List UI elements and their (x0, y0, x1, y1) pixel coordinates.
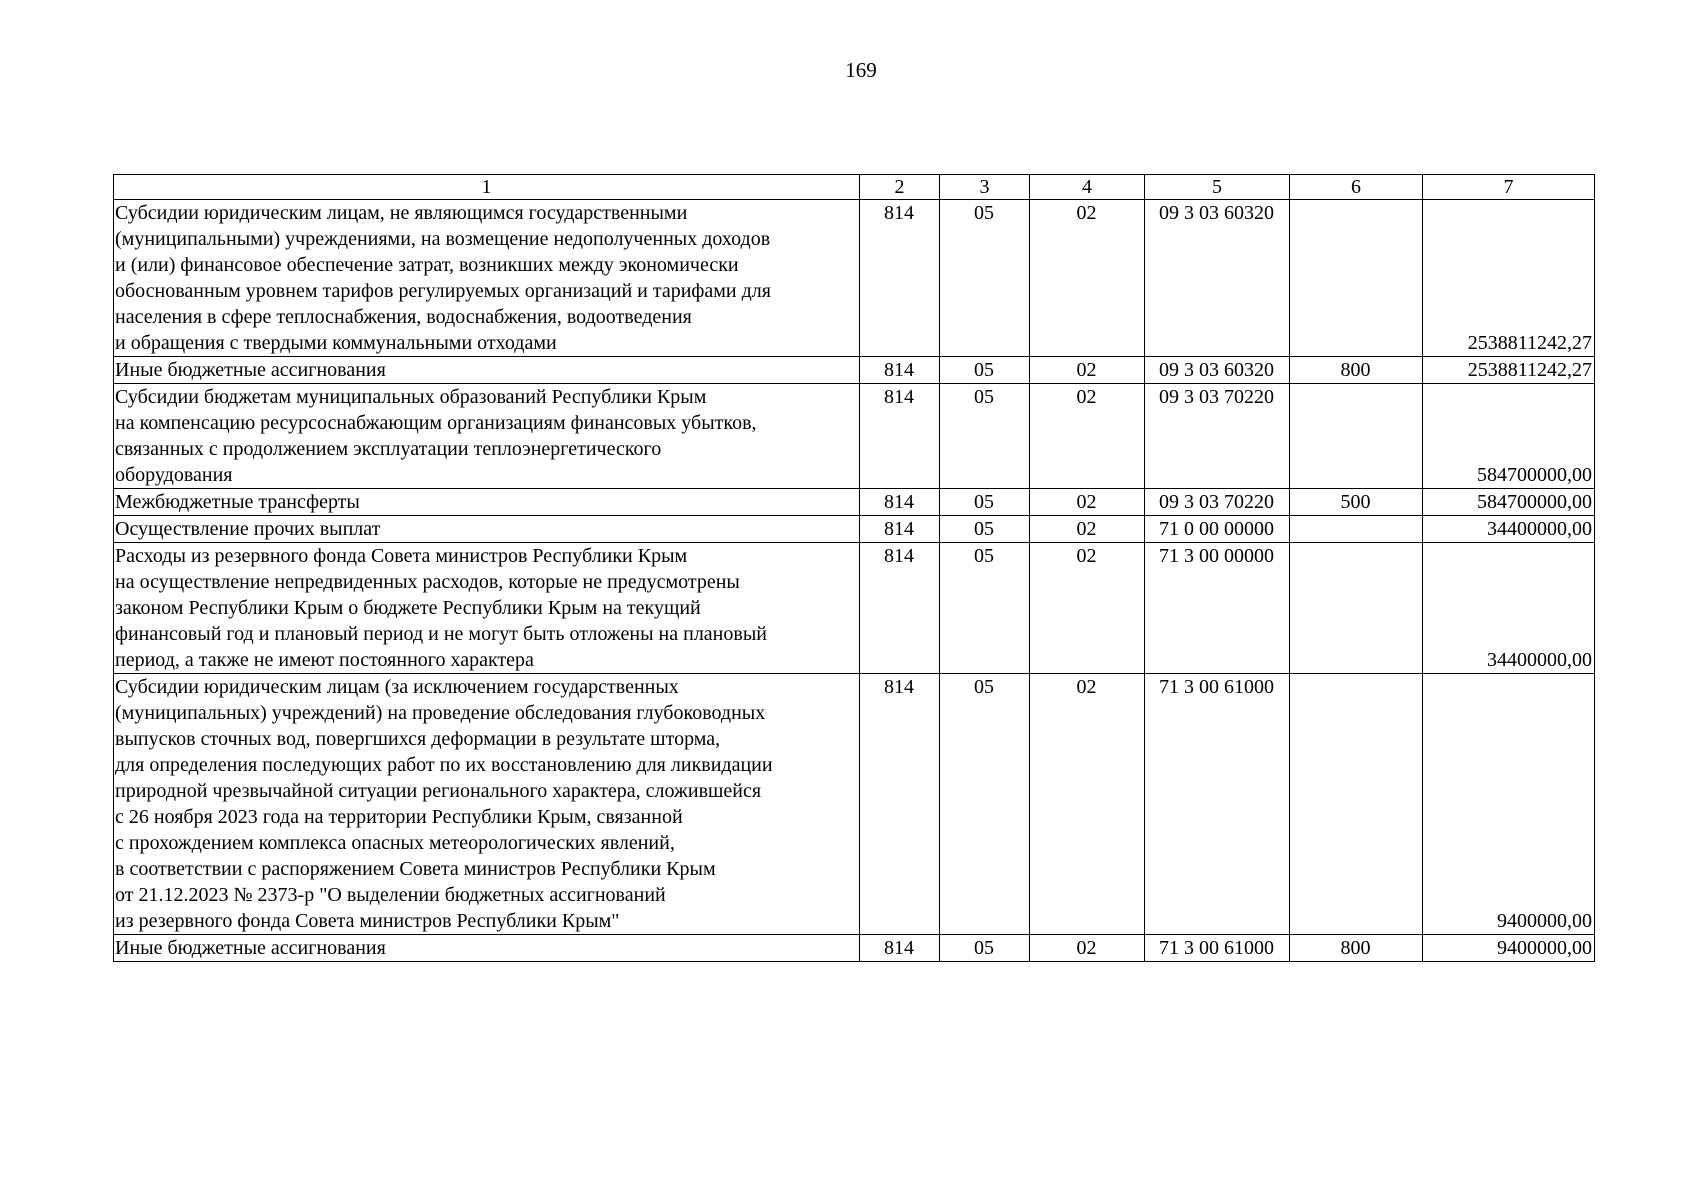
column-header: 2 (860, 175, 940, 200)
section-code-cell: 05 (940, 935, 1030, 962)
description-line: в соответствии с распоряжением Совета министров Республики Крым (115, 858, 716, 880)
description-line: законом Республики Крым о бюджете Республики Крым на текущий (115, 597, 701, 619)
expense-type-cell (1290, 200, 1423, 357)
description-cell (114, 489, 860, 516)
ministry-code-cell: 814 (860, 935, 940, 962)
column-header: 6 (1290, 175, 1423, 200)
expense-type-cell: 800 (1290, 935, 1423, 962)
expense-type-cell (1290, 674, 1423, 935)
amount-cell: 34400000,00 (1423, 516, 1595, 543)
expense-type-cell: 800 (1290, 357, 1423, 384)
target-article-cell: 71 0 00 00000 (1145, 516, 1290, 543)
amount-cell: 34400000,00 (1423, 543, 1595, 674)
amount-cell: 584700000,00 (1423, 384, 1595, 489)
description-line: Иные бюджетные ассигнования (115, 359, 386, 381)
amount-cell: 9400000,00 (1423, 674, 1595, 935)
ministry-code-cell: 814 (860, 543, 940, 674)
description-line: Иные бюджетные ассигнования (115, 937, 386, 959)
column-header: 7 (1423, 175, 1595, 200)
ministry-code-cell: 814 (860, 516, 940, 543)
subsection-code-cell: 02 (1030, 384, 1145, 489)
amount-cell: 2538811242,27 (1423, 200, 1595, 357)
description-line: (муниципальными) учреждениями, на возмещение недополученных доходов (115, 228, 771, 250)
ministry-code-cell: 814 (860, 489, 940, 516)
description-line: от 21.12.2023 № 2373-р "О выделении бюджетных ассигнований (115, 884, 666, 906)
description-line: населения в сфере теплоснабжения, водоснабжения, водоотведения (115, 306, 692, 328)
section-code-cell: 05 (940, 674, 1030, 935)
ministry-code-cell: 814 (860, 357, 940, 384)
subsection-code-cell: 02 (1030, 516, 1145, 543)
table-row (114, 384, 1595, 489)
description-line: Субсидии юридическим лицам, не являющимся государственными (115, 202, 688, 224)
target-article-cell: 09 3 03 70220 (1145, 489, 1290, 516)
description-line: и (или) финансовое обеспечение затрат, возникших между экономически (115, 254, 739, 276)
description-line: природной чрезвычайной ситуации регионального характера, сложившейся (115, 780, 762, 802)
description-line: оборудования (115, 464, 233, 486)
description-line: с прохождением комплекса опасных метеорологических явлений, (115, 832, 675, 854)
description-cell (114, 674, 860, 935)
subsection-code-cell: 02 (1030, 489, 1145, 516)
expense-type-cell (1290, 384, 1423, 489)
column-header: 1 (114, 175, 860, 200)
table-row (114, 489, 1595, 516)
description-line: обоснованным уровнем тарифов регулируемых организаций и тарифами для (115, 280, 771, 302)
description-line: Субсидии юридическим лицам (за исключением государственных (115, 676, 679, 698)
target-article-cell: 09 3 03 60320 (1145, 357, 1290, 384)
subsection-code-cell: 02 (1030, 200, 1145, 357)
description-line: выпусков сточных вод, повергшихся деформации в результате шторма, (115, 728, 721, 750)
ministry-code-cell: 814 (860, 200, 940, 357)
page-number: 169 (845, 58, 877, 82)
section-code-cell: 05 (940, 357, 1030, 384)
target-article-cell: 71 3 00 00000 (1145, 543, 1290, 674)
description-line: Расходы из резервного фонда Совета министров Республики Крым (115, 545, 688, 567)
description-line: период, а также не имеют постоянного характера (115, 649, 534, 671)
description-line: (муниципальных) учреждений) на проведение обследования глубоководных (115, 702, 766, 724)
target-article-cell: 71 3 00 61000 (1145, 935, 1290, 962)
header-row (114, 175, 1595, 200)
description-line: Межбюджетные трансферты (115, 491, 360, 513)
table-row (114, 200, 1595, 357)
description-line: на компенсацию ресурсоснабжающим организациям финансовых убытков, (115, 412, 757, 434)
ministry-code-cell: 814 (860, 384, 940, 489)
description-line: и обращения с твердыми коммунальными отходами (115, 332, 557, 354)
description-line: для определения последующих работ по их восстановлению для ликвидации (115, 754, 773, 776)
table-row (114, 543, 1595, 674)
column-header: 5 (1145, 175, 1290, 200)
column-header: 4 (1030, 175, 1145, 200)
amount-cell: 9400000,00 (1423, 935, 1595, 962)
section-code-cell: 05 (940, 384, 1030, 489)
target-article-cell: 71 3 00 61000 (1145, 674, 1290, 935)
section-code-cell: 05 (940, 489, 1030, 516)
subsection-code-cell: 02 (1030, 543, 1145, 674)
subsection-code-cell: 02 (1030, 935, 1145, 962)
description-line: финансовый год и плановый период и не могут быть отложены на плановый (115, 623, 767, 645)
expense-type-cell (1290, 516, 1423, 543)
target-article-cell: 09 3 03 60320 (1145, 200, 1290, 357)
amount-cell: 584700000,00 (1423, 489, 1595, 516)
table-body (114, 200, 1595, 962)
subsection-code-cell: 02 (1030, 357, 1145, 384)
table-row (114, 516, 1595, 543)
budget-table (113, 174, 1595, 962)
description-line: связанных с продолжением эксплуатации теплоэнергетического (115, 438, 662, 460)
target-article-cell: 09 3 03 70220 (1145, 384, 1290, 489)
description-line: из резервного фонда Совета министров Республики Крым" (115, 910, 620, 932)
description-cell (114, 543, 860, 674)
description-cell (114, 935, 860, 962)
description-cell (114, 357, 860, 384)
expense-type-cell (1290, 543, 1423, 674)
description-line: Осуществление прочих выплат (115, 518, 381, 540)
description-line: Субсидии бюджетам муниципальных образований Республики Крым (115, 386, 707, 408)
column-header: 3 (940, 175, 1030, 200)
description-cell (114, 200, 860, 357)
expense-type-cell: 500 (1290, 489, 1423, 516)
description-line: с 26 ноября 2023 года на территории Республики Крым, связанной (115, 806, 683, 828)
description-line: на осуществление непредвиденных расходов, которые не предусмотрены (115, 571, 740, 593)
description-cell (114, 516, 860, 543)
description-cell (114, 384, 860, 489)
section-code-cell: 05 (940, 200, 1030, 357)
section-code-cell: 05 (940, 516, 1030, 543)
table-row (114, 935, 1595, 962)
ministry-code-cell: 814 (860, 674, 940, 935)
table-row (114, 674, 1595, 935)
section-code-cell: 05 (940, 543, 1030, 674)
table-row (114, 357, 1595, 384)
subsection-code-cell: 02 (1030, 674, 1145, 935)
amount-cell: 2538811242,27 (1423, 357, 1595, 384)
